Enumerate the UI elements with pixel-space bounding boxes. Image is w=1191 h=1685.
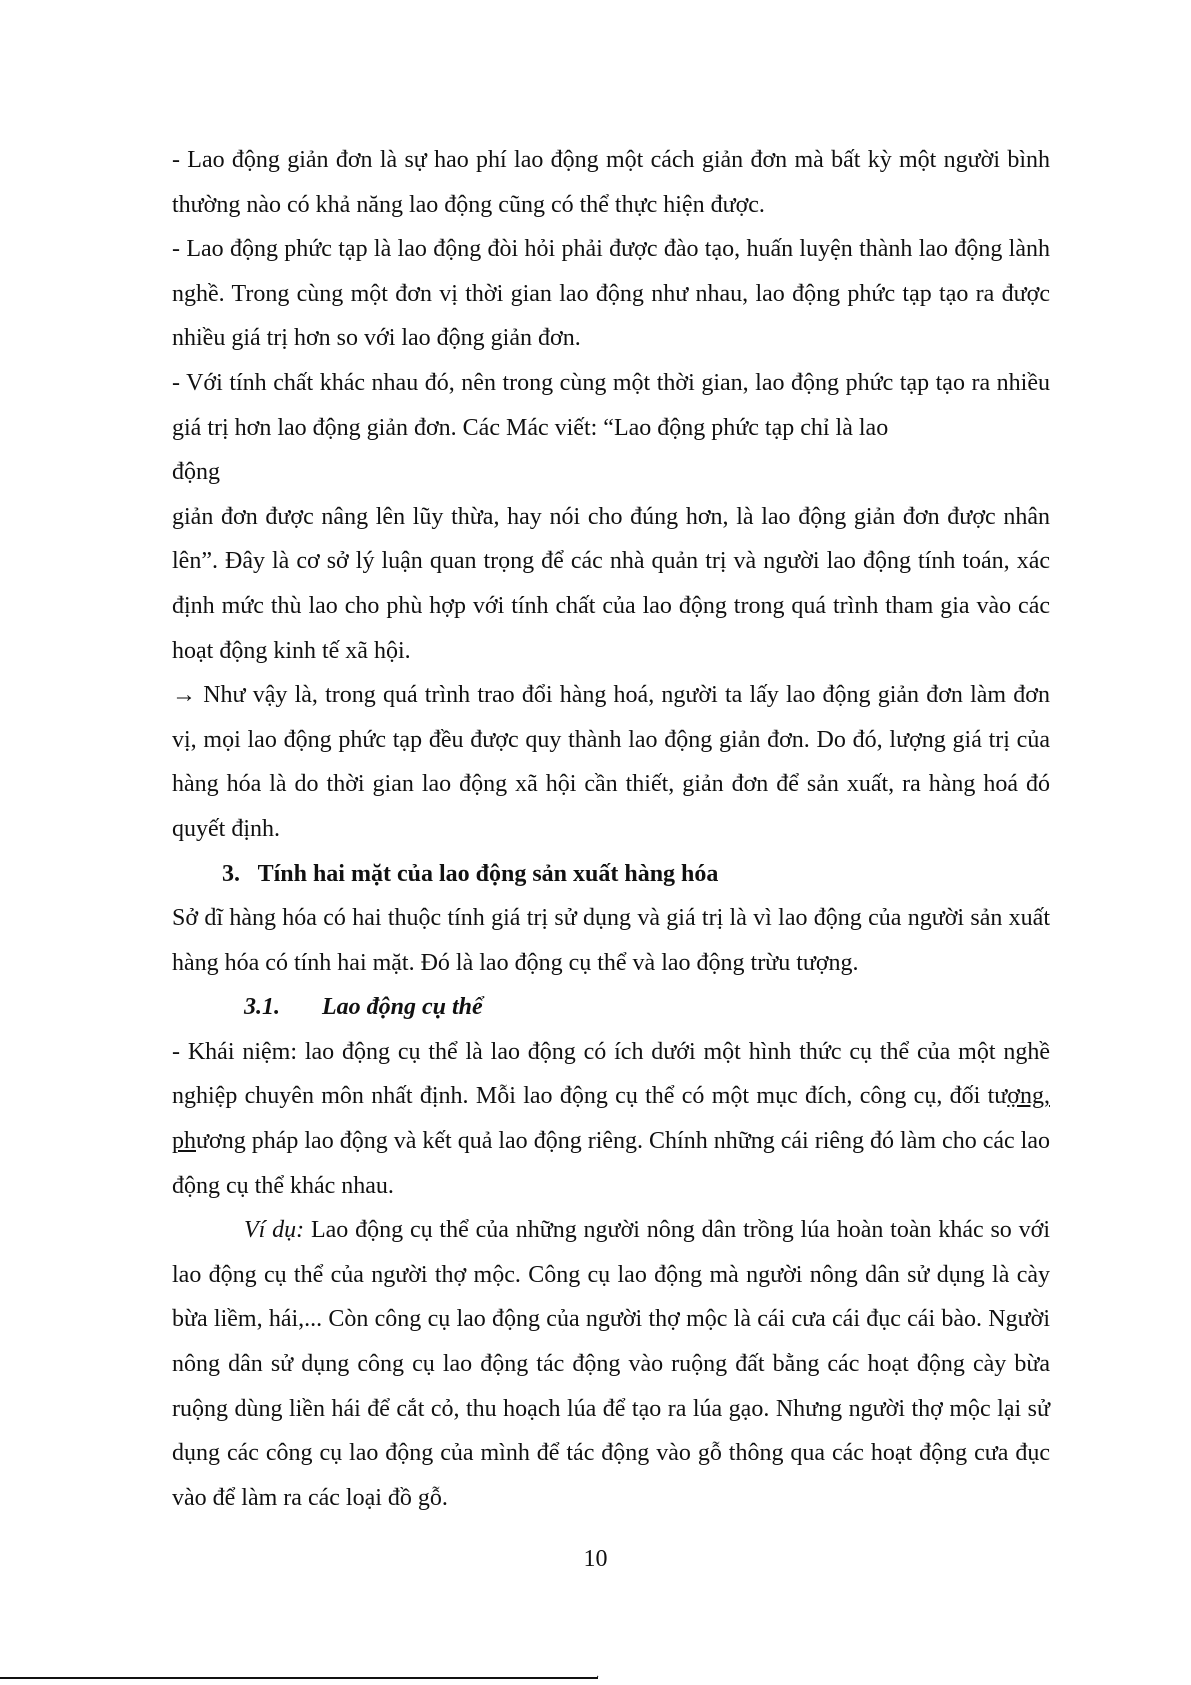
definition-text-start: - Khái niệm: lao động cụ thể là lao động có ích dưới một hình thức cụ thể của một nghề nghiệp chuyên môn nhất định. Mỗi lao động cụ thể có một mục đích, công cụ, đối tư <box>172 1038 1050 1110</box>
section-title: Tính hai mặt của lao động sản xuất hàng hóa <box>257 860 719 887</box>
definition-text-underlined: ợng, ph <box>172 1083 1050 1155</box>
footer-mark: · <box>596 1672 600 1683</box>
subsection-number: 3.1. <box>244 994 280 1021</box>
paragraph-concrete-labor-definition <box>172 1030 1050 1208</box>
paragraph-example <box>172 1208 1050 1520</box>
page-number: 10 <box>583 1546 608 1572</box>
subsection-heading <box>172 985 1050 1030</box>
paragraph-marx-quote-start: - Với tính chất khác nhau đó, nên trong cùng một thời gian, lao động phức tạp tạo ra nhiều giá trị hơn lao động giản đơn. Các Mác viết: “Lao động phức tạp chỉ là lao <box>172 369 1050 441</box>
document-body <box>172 138 1050 1520</box>
subsection-title: Lao động cụ thể <box>322 994 483 1021</box>
paragraph-simple-labor: - Lao động giản đơn là sự hao phí lao động một cách giản đơn mà bất kỳ một người bình thường nào có khả năng lao động cũng có thể thực hiện được. <box>172 147 1050 218</box>
paragraph-complex-labor: - Lao động phức tạp là lao động đòi hỏi phải được đào tạo, huấn luyện thành lao động lành nghề. Trong cùng một đơn vị thời gian lao động như nhau, lao động phức tạp tạo ra được nhiều giá trị hơn so với lao động giản đơn. <box>172 236 1050 352</box>
paragraph-conclusion: → Như vậy là, trong quá trình trao đổi hàng hoá, người ta lấy lao động giản đơn làm đơn vị, mọi lao động phức tạp đều được quy thành lao động giản đơn. Do đó, lượng giá trị của hàng hóa là do thời gian lao động xã hội cần thiết, giản đơn để sản xuất, ra hàng hoá đó quyết định. <box>172 682 1050 842</box>
footer-rule <box>0 1677 598 1679</box>
section-number: 3. <box>222 860 240 887</box>
example-label: Ví dụ: <box>244 1217 305 1244</box>
paragraph-marx-quote-break: động <box>172 459 220 486</box>
example-text: Lao động cụ thể của những người nông dân trồng lúa hoàn toàn khác so với lao động cụ thể của người thợ mộc. Công cụ lao động mà người nông dân sử dụng là cày bừa liềm, hái,... Còn công cụ lao động của người thợ mộc là cái cưa cái đục cái bào. Người nông dân sử dụng công cụ lao động tác động vào ruộng đất bằng các hoạt động cày bừa ruộng dùng liền hái để cắt cỏ, thu hoạch lúa để tạo ra lúa gạo. Nhưng người thợ mộc lại sử dụng các công cụ lao động của mình để tác động vào gỗ thông qua các hoạt động cưa đục vào để làm ra các loại đồ gỗ. <box>172 1217 1050 1511</box>
paragraph-marx-quote-end: giản đơn được nâng lên lũy thừa, hay nói cho đúng hơn, là lao động giản đơn được nhân lên”. Đây là cơ sở lý luận quan trọng để các nhà quản trị và người lao động tính toán, xác định mức thù lao cho phù hợp với tính chất của lao động trong quá trình tham gia vào các hoạt động kinh tế xã hội. <box>172 503 1050 664</box>
paragraph-two-sided-labor: Sở dĩ hàng hóa có hai thuộc tính giá trị sử dụng và giá trị là vì lao động của người sản xuất hàng hóa có tính hai mặt. Đó là lao động cụ thể và lao động trừu tượng. <box>172 905 1050 976</box>
definition-text-end: ương pháp lao động và kết quả lao động riêng. Chính những cái riêng đó làm cho các lao động cụ thể khác nhau. <box>172 1128 1050 1199</box>
section-heading <box>172 852 1050 897</box>
